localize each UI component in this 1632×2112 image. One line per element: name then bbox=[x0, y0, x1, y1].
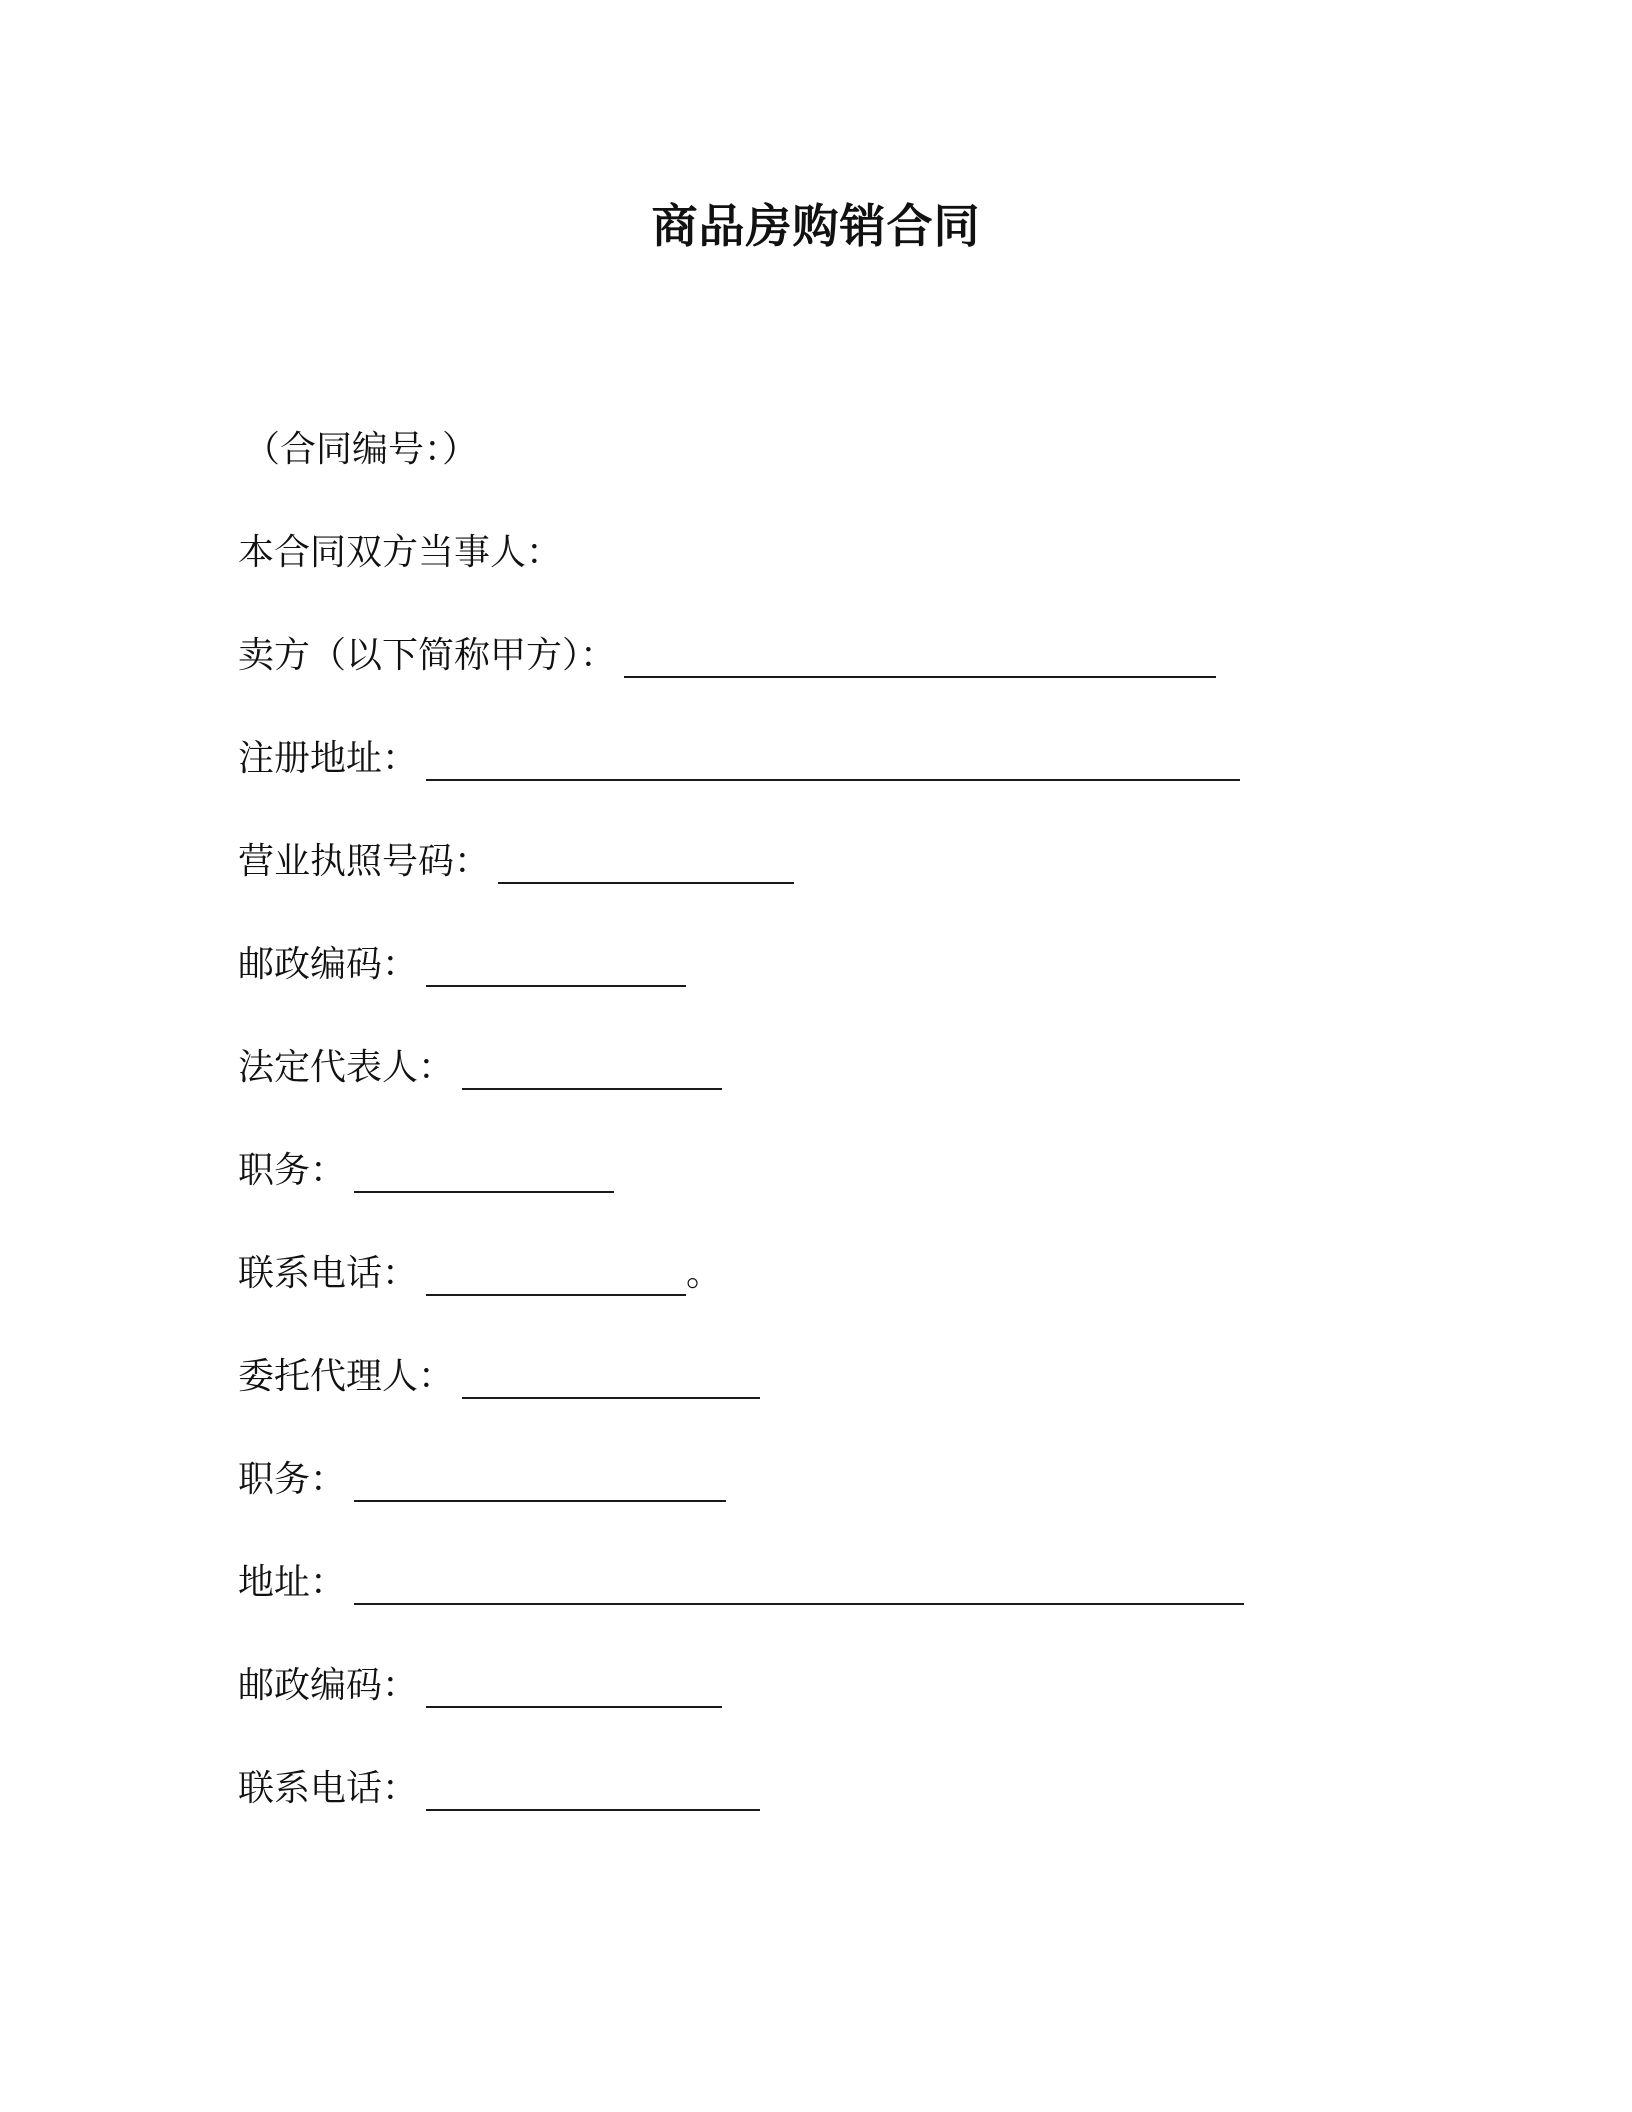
position-label-1: 职务： bbox=[238, 1150, 347, 1191]
postcode-line-2 bbox=[238, 1652, 722, 1708]
postcode-label-2: 邮政编码： bbox=[238, 1665, 419, 1706]
contract-number-line bbox=[244, 416, 478, 472]
business-license-blank[interactable] bbox=[498, 840, 794, 884]
phone-suffix-1: 。 bbox=[686, 1253, 723, 1294]
postcode-line-1 bbox=[238, 931, 686, 987]
postcode-label-1: 邮政编码： bbox=[238, 944, 419, 985]
phone-line-2 bbox=[238, 1755, 760, 1811]
document-title: 商品房购销合同 bbox=[651, 199, 981, 253]
position-label-2: 职务： bbox=[238, 1459, 347, 1500]
registered-address-line bbox=[238, 725, 1240, 781]
parties-heading: 本合同双方当事人： bbox=[238, 532, 563, 573]
position-blank-1[interactable] bbox=[354, 1149, 614, 1193]
address-label: 地址： bbox=[238, 1562, 347, 1603]
legal-representative-line bbox=[238, 1034, 722, 1090]
parties-heading-line bbox=[238, 519, 562, 575]
position-blank-2[interactable] bbox=[354, 1458, 726, 1502]
entrusted-agent-blank[interactable] bbox=[462, 1355, 760, 1399]
seller-blank[interactable] bbox=[624, 634, 1216, 678]
phone-label-2: 联系电话： bbox=[238, 1768, 419, 1809]
phone-label-1: 联系电话： bbox=[238, 1253, 419, 1294]
seller-label: 卖方（以下简称甲方）： bbox=[238, 635, 617, 676]
postcode-blank-1[interactable] bbox=[426, 943, 686, 987]
phone-line-1 bbox=[238, 1240, 722, 1296]
address-line bbox=[238, 1549, 1244, 1605]
entrusted-agent-label: 委托代理人： bbox=[238, 1356, 455, 1397]
entrusted-agent-line bbox=[238, 1343, 760, 1399]
registered-address-label: 注册地址： bbox=[238, 738, 419, 779]
address-blank[interactable] bbox=[354, 1561, 1244, 1605]
phone-blank-1[interactable] bbox=[426, 1252, 686, 1296]
legal-representative-label: 法定代表人： bbox=[238, 1047, 455, 1088]
position-line-1 bbox=[238, 1137, 614, 1193]
seller-line bbox=[238, 622, 1216, 678]
registered-address-blank[interactable] bbox=[426, 737, 1240, 781]
position-line-2 bbox=[238, 1446, 726, 1502]
business-license-line bbox=[238, 828, 794, 884]
business-license-label: 营业执照号码： bbox=[238, 841, 491, 882]
contract-number-label: （合同编号：） bbox=[244, 429, 479, 470]
phone-blank-2[interactable] bbox=[426, 1767, 760, 1811]
legal-representative-blank[interactable] bbox=[462, 1046, 722, 1090]
postcode-blank-2[interactable] bbox=[426, 1664, 722, 1708]
